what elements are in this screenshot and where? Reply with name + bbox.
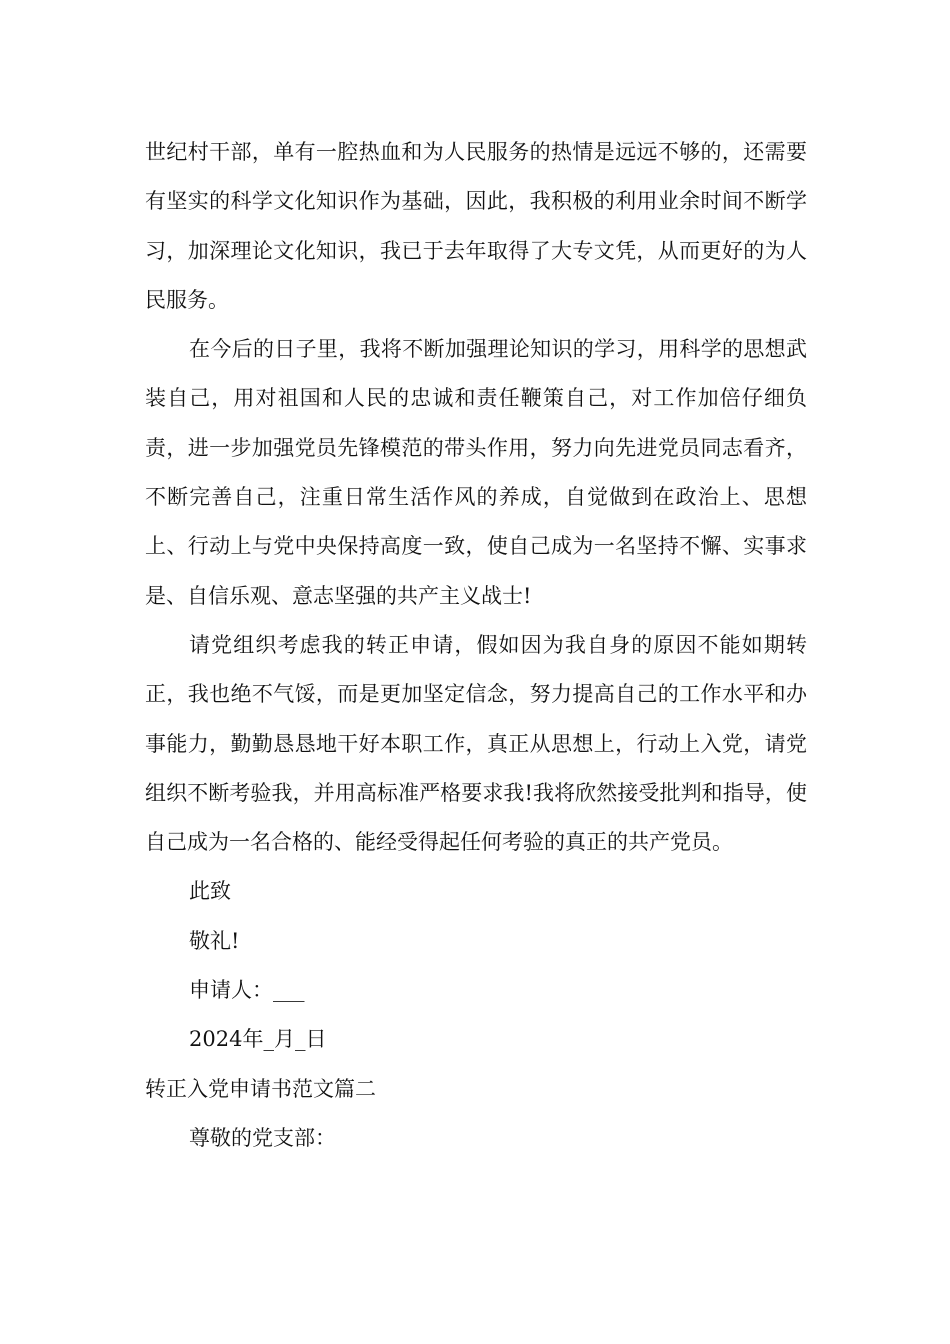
paragraph-request: 请党组织考虑我的转正申请，假如因为我自身的原因不能如期转正，我也绝不气馁，而是更加坚定信念，努力提高自己的工作水平和办事能力，勤勤恳恳地干好本职工作，真正从思想上，行动上入党，请党组织不断考验我，并用高标准严格要求我!我将欣然接受批判和指导，使自己成为一名合格的、能经受得起任何考验的真正的共产党员。: [145, 632, 807, 855]
paragraph-continued: 世纪村干部，单有一腔热血和为人民服务的热情是远远不够的，还需要有坚实的科学文化知识作为基础，因此，我积极的利用业余时间不断学习，加深理论文化知识，我已于去年取得了大专文凭，从而更好的为人民服务。: [145, 140, 807, 312]
closing-salutation: 此致: [189, 879, 231, 904]
greeting-line: 尊敬的党支部：: [189, 1125, 336, 1150]
date-line: 2024年_月_日: [189, 1027, 327, 1052]
document-body: [145, 128, 807, 1163]
section-title: 转正入党申请书范文篇二: [145, 1076, 376, 1101]
paragraph-future-commitment: 在今后的日子里，我将不断加强理论知识的学习，用科学的思想武装自己，用对祖国和人民的忠诚和责任鞭策自己，对工作加倍仔细负责，进一步加强党员先锋模范的带头作用，努力向先进党员同志看齐，不断完善自己，注重日常生活作风的养成，自觉做到在政治上、思想上、行动上与党中央保持高度一致，使自己成为一名坚持不懈、实事求是、自信乐观、意志坚强的共产主义战士!: [145, 337, 807, 608]
applicant-line: 申请人：___: [189, 978, 305, 1003]
closing-regards: 敬礼!: [189, 928, 240, 953]
